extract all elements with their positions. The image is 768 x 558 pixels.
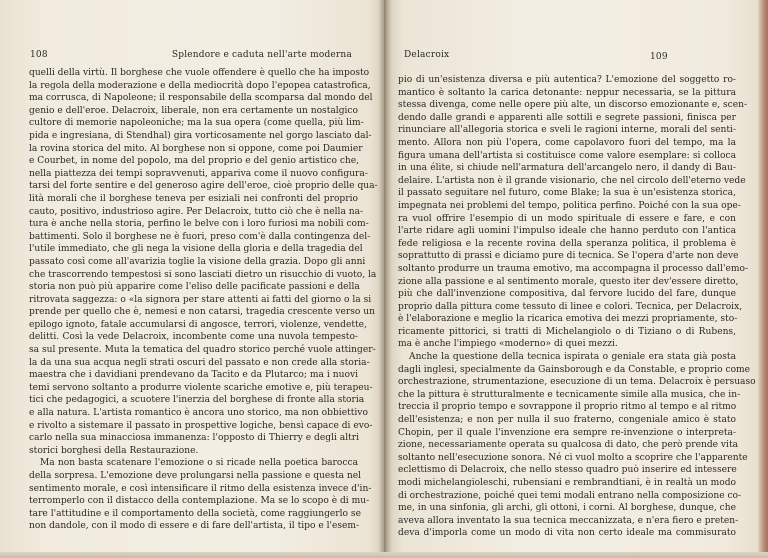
text-line: la regola della moderazione e della mediocrità dopo l'epopea catastrofica, — [29, 80, 371, 91]
text-line: Ma non basta scatenare l'emozione o si ricade nella poetica barocca — [40, 458, 358, 469]
text-line: in una élite, si chiude nell'armatura dell'arcangelo nero, il dandy di Bau- — [398, 163, 736, 174]
text-line: non dandole, con il modo di essere e di fare dell'artista, il tipo e l'esem- — [29, 521, 360, 532]
text-line: che la pittura è strutturalmente e tecnicamente simile alla musica, che in- — [398, 389, 741, 400]
page-bottom-edge — [0, 552, 768, 558]
text-line: ra vuol offrire l'esempio di un modo spirituale di essere e fare, e con — [398, 213, 736, 224]
right-page — [384, 0, 768, 558]
text-line: e rivolto a sistemare il passato in prospettive logiche, bensì capace di evo- — [29, 420, 373, 431]
text-line: pio di un'esistenza diversa e più autentica? L'emozione del soggetto ro- — [398, 75, 736, 85]
text-line: la da una sua acqua negli strati oscuri del passato e non crede alla storia- — [29, 357, 370, 368]
text-line: genio e dell'eroe. Delacroix, liberale, non era certamente un nostalgico — [29, 105, 358, 116]
text-line: più che dall'invenzione compositiva, dal fervore lucido del fare, dunque — [398, 289, 736, 300]
text-line: cauto, positivo, industrioso agire. Per Delacroix, tutto ciò che è nella na- — [29, 206, 364, 217]
text-line: zione, necessariamente operata su qualcosa di dato, che però prende vita — [398, 440, 739, 451]
text-line: battimenti. Solo il borghese ne è fuori, preso com'è dalla contingenza del- — [29, 231, 371, 242]
text-line: e alla natura. L'artista romantico è ancora uno storico, ma non obbiettivo — [29, 408, 368, 419]
text-line: orchestrazione, strumentazione, esecuzione di un tema. Delacroix è persuaso — [398, 377, 756, 388]
book-gutter — [378, 0, 392, 558]
text-line: cultore di memorie napoleoniche; ma la sua opera (come quella, più lim- — [29, 118, 364, 129]
text-line: aveva allora inventato la sua tecnica meccanizzata, e n'era fiero e preten- — [398, 515, 739, 526]
text-line: soltanto nell'esecuzione sonora. Né ci vuol molto a scoprire che l'apparente — [398, 452, 748, 463]
text-line: il passato seguitare nel futuro, come Blake; la sua è un'esistenza storica, — [398, 188, 736, 199]
text-line: tarsi del forte sentire e del generoso agire dell'eroe, cioè proprio delle qua- — [29, 181, 378, 192]
left-page-number: 108 — [30, 50, 48, 60]
left-page-text — [29, 67, 378, 533]
text-line: dagli inglesi, specialmente da Gainsborough e da Constable, e proprio come — [398, 364, 751, 375]
text-line: storia non può più apparire come l'eliso delle pacificate passioni e della — [29, 282, 360, 293]
text-line: lità morali che il borghese teneva per esiziali nei confronti del proprio — [29, 193, 358, 204]
text-line: l'utile immediato, che gli nega la visione della gloria e della tragedia del — [29, 244, 363, 255]
text-line: mento. Allora non più l'opera, come capolavoro fuori del tempo, ma la — [398, 137, 736, 148]
text-line: sentimento morale, e così intensificare il ritmo della esistenza invece d'in- — [29, 483, 372, 494]
text-line: delaire. L'artista non è il grande visionario, che nel circolo dell'eterno vede — [398, 175, 746, 186]
text-line: proprio dalla pittura come tessuto di linee e colori. Tecnica, per Delacroix, — [398, 301, 743, 312]
text-line: l'arte ridare agli uomini l'impulso ideale che hanno perduto con l'antica — [398, 226, 736, 237]
text-line: treccia il proprio tempo e sovrappone il proprio ritmo al tempo e al ritmo — [398, 402, 737, 413]
text-line: la rovina storica del mito. Al borghese non si oppone, come poi Daumier — [29, 143, 363, 154]
text-line: Anche la questione della tecnica ispirata o geniale era stata già posta — [409, 352, 736, 363]
text-line: della sorpresa. L'emozione deve prolungarsi nella passione e questa nel — [29, 471, 362, 481]
text-line: dendo dalle grandi e apparenti alle sottili e segrete passioni, finisca per — [398, 112, 736, 123]
text-line: ricamente pittorici, si tratti di Michelangiolo o di Tiziano o di Rubens, — [398, 326, 736, 337]
text-line: storici borghesi della Restaurazione. — [29, 445, 199, 456]
text-line: fede religiosa e la recente rovina della speranza politica, il problema è — [398, 238, 736, 249]
text-line: ritrovata saggezza: o «la signora per stare attenti ai fatti del giorno o la si — [29, 294, 372, 305]
text-line: che trascorrendo tempestosi si sono lasciati dietro un risucchio di vuoto, la — [29, 269, 377, 280]
text-line: tura è anche nella storia, perfino le belve con i loro furiosi ma nobili com- — [29, 219, 369, 230]
text-line: modi michelangioleschi, rubensiani e rembrandtiani, è in realtà un modo — [398, 478, 736, 488]
text-line: è l'elaborazione e meglio la ricarica emotiva dei mezzi propriamente, sto- — [398, 314, 738, 325]
right-page-number: 109 — [650, 52, 668, 62]
text-line: tici che pedagogici, a scuotere l'inerzia del borghese di fronte alla storia — [29, 395, 365, 406]
text-line: Chopin, per il quale l'invenzione era sempre re-invenzione o interpreta- — [398, 427, 736, 438]
right-running-head: Delacroix — [404, 50, 450, 60]
text-line: deva d'imporla come un modo di vita non certo ideale ma commisurato — [398, 528, 736, 539]
right-page-text — [398, 74, 756, 540]
text-line: soltanto produrre un trauma emotivo, ma accompagna il processo dall'emo- — [398, 263, 749, 274]
text-line: ma è anche l'impiego «moderno» di quei mezzi. — [398, 339, 618, 350]
text-line: ma corrusca, di Napoleone; il responsabile della scomparsa dal mondo del — [29, 93, 373, 104]
left-running-head: Splendore e caduta nell'arte moderna — [171, 50, 352, 60]
text-line: delitti. Così la vede Delacroix, incombente come una nuvola tempesto- — [29, 332, 358, 343]
text-line: temi servono soltanto a produrre violente scariche emotive e, più terapeu- — [29, 382, 373, 393]
text-line: terromperlo con il distacco della contemplazione. Ma se lo scopo è di mu- — [29, 496, 370, 507]
page-edge — [758, 0, 768, 558]
text-line: me, in una sinfonia, gli archi, gli ottoni, i corni. Al borghese, dunque, che — [398, 503, 736, 514]
text-line: figura umana dell'artista si costituisce come valore esemplare: si colloca — [398, 150, 736, 161]
text-line: dell'esistenza; e non per nulla il suo fraterno, congeniale amico è stato — [398, 415, 736, 426]
text-line: di orchestrazione, poiché quei temi modali entrano nella composizione co- — [398, 490, 742, 501]
text-line: rinunciare all'allegoria storica e sveli le ragioni interne, morali del senti- — [398, 125, 736, 136]
text-line: eclettismo di Delacroix, che nello stesso quadro può inserire ed intessere — [398, 465, 737, 476]
text-line: soprattutto di prassi e diciamo pure di tecnica. Se l'opera d'arte non deve — [398, 251, 739, 262]
text-line: zione alla passione e al sentimento morale, questo iter dev'essere diretto, — [398, 276, 739, 287]
text-line: tare l'attitudine e il comportamento della società, come raggiungerlo se — [29, 508, 361, 519]
text-line: epilogo ignoto, fatale accumularsi di angosce, terrori, violenze, vendette, — [29, 319, 367, 330]
text-line: mantico è soltanto la carica detonante: neppur necessaria, se la pittura — [398, 87, 736, 98]
text-line: nella piattezza dei tempi sopravvenuti, appariva come il nuovo configura- — [29, 168, 368, 179]
text-line: carlo nella sua minacciosa immanenza: l'opposto di Thierry e degli altri — [29, 433, 360, 444]
text-line: sa sul presente. Muta la tematica del quadro storico perché vuole attinger- — [29, 345, 376, 356]
text-line: stessa divenga, come nelle opere più alte, un discorso emozionante e, scen- — [398, 100, 748, 111]
text-line: prende per quello che è, nemesi e non catarsi, tragedia crescente verso un — [29, 307, 375, 318]
text-line: quelli della virtù. Il borghese che vuole offendere è quello che ha imposto — [29, 68, 370, 78]
text-line: e Courbet, in nome del popolo, ma del proprio e del genio artistico che, — [29, 156, 360, 167]
text-line: maestra che i davidiani prendevano da Tacito e da Plutarco; ma i nuovi — [29, 370, 358, 381]
text-line: passato così come all'avarizia toglie la visione della grazia. Dopo gli anni — [29, 256, 366, 267]
text-line: impegnata nei problemi del tempo, politica perfino. Poiché con la sua ope- — [398, 200, 741, 211]
text-line: pida e ingresiana, di Stendhal) gira vorticosamente nel gorgo lasciato dal- — [29, 130, 372, 141]
